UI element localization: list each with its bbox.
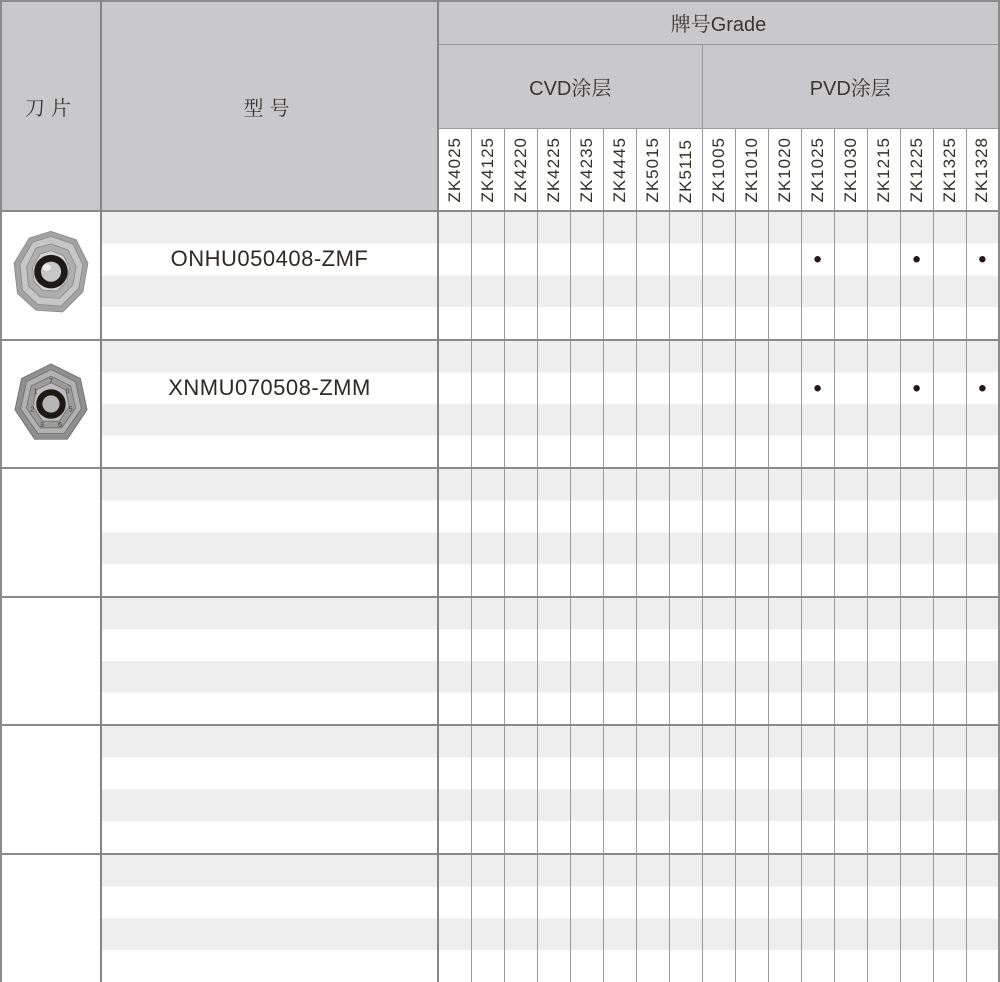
grade-cell [603, 854, 636, 982]
insert-image-cell [1, 468, 101, 597]
grade-column-header: ZK1328 [966, 128, 999, 211]
grade-cell [471, 211, 504, 340]
grade-cell [603, 725, 636, 854]
grade-cell [570, 725, 603, 854]
grade-cell [702, 211, 735, 340]
grade-cell [636, 725, 669, 854]
grade-cell [504, 211, 537, 340]
grade-cell [603, 211, 636, 340]
grade-cell [603, 468, 636, 597]
grade-mark: ● [977, 379, 987, 397]
svg-text:5: 5 [68, 404, 73, 414]
grade-cell [702, 854, 735, 982]
model-cell [101, 854, 438, 982]
grade-cell [768, 725, 801, 854]
grade-cell [834, 211, 867, 340]
grade-cell [801, 468, 834, 597]
grade-cell [801, 854, 834, 982]
grade-cell [768, 854, 801, 982]
cvd-coating-header: CVD涂层 [438, 44, 702, 128]
grade-cell [768, 211, 801, 340]
grade-cell [735, 854, 768, 982]
grade-cell [702, 340, 735, 469]
grade-cell [966, 468, 999, 597]
grade-cell [933, 854, 966, 982]
model-column-header: 型号 [101, 1, 438, 211]
heptagonal-insert-image [10, 358, 92, 450]
insert-image-cell [1, 340, 101, 469]
grade-mark: ● [977, 250, 987, 268]
insert-image-cell [1, 211, 101, 340]
grade-cell [768, 340, 801, 469]
grade-cell [735, 211, 768, 340]
grade-cell [504, 725, 537, 854]
insert-image-cell [1, 725, 101, 854]
grade-column-header: ZK4445 [603, 128, 636, 211]
grade-cell [537, 340, 570, 469]
grade-column-header: ZK1010 [735, 128, 768, 211]
grade-mark: ● [911, 379, 922, 397]
grade-cell [801, 597, 834, 726]
grade-cell [669, 468, 702, 597]
grade-column-header: ZK1030 [834, 128, 867, 211]
grade-cell [702, 725, 735, 854]
grade-cell [966, 854, 999, 982]
grade-mark: ● [911, 250, 922, 268]
grade-cell [603, 340, 636, 469]
grade-cell [768, 597, 801, 726]
grade-header: 牌号Grade [438, 1, 999, 44]
grade-cell [636, 597, 669, 726]
grade-cell [471, 854, 504, 982]
grade-cell [471, 340, 504, 469]
grade-cell [669, 597, 702, 726]
model-text: ONHU050408-ZMF [170, 246, 369, 272]
grade-cell [900, 597, 933, 726]
grade-cell [867, 597, 900, 726]
grade-cell [603, 597, 636, 726]
model-cell [101, 211, 438, 340]
grade-cell [669, 854, 702, 982]
grade-cell [471, 468, 504, 597]
grade-cell [900, 468, 933, 597]
model-cell [101, 340, 438, 469]
grade-cell [570, 211, 603, 340]
table-row [1, 468, 999, 597]
grade-column-header: ZK5115 [669, 128, 702, 211]
grade-cell [438, 340, 471, 469]
grade-cell [933, 597, 966, 726]
grade-cell [933, 468, 966, 597]
grade-cell [570, 340, 603, 469]
grade-column-header: ZK4225 [537, 128, 570, 211]
grade-column-header: ZK4125 [471, 128, 504, 211]
grade-cell [504, 340, 537, 469]
header-row-grade [1, 1, 999, 44]
insert-image-cell [1, 597, 101, 726]
grade-cell [933, 725, 966, 854]
model-cell [101, 468, 438, 597]
grade-cell [900, 854, 933, 982]
grade-cell [537, 597, 570, 726]
grade-cell [669, 340, 702, 469]
grade-cell [570, 597, 603, 726]
grade-cell [801, 340, 834, 469]
svg-text:2: 2 [30, 404, 35, 414]
grade-mark: ● [812, 379, 823, 397]
insert-image-cell [1, 854, 101, 982]
grade-cell [834, 340, 867, 469]
grade-cell [867, 468, 900, 597]
grade-cell [570, 854, 603, 982]
grade-cell [966, 211, 999, 340]
grade-cell [636, 854, 669, 982]
grade-column-header: ZK1225 [900, 128, 933, 211]
grade-cell [735, 340, 768, 469]
grade-cell [537, 854, 570, 982]
svg-text:7: 7 [48, 376, 54, 386]
grade-cell [702, 597, 735, 726]
grade-cell [669, 211, 702, 340]
grade-cell [702, 468, 735, 597]
grade-cell [537, 211, 570, 340]
grade-cell [438, 854, 471, 982]
grade-cell [735, 725, 768, 854]
grade-cell [537, 468, 570, 597]
grade-cell [900, 725, 933, 854]
grade-cell [438, 725, 471, 854]
table-row [1, 854, 999, 982]
grade-cell [966, 340, 999, 469]
grade-cell [900, 211, 933, 340]
grade-cell [801, 211, 834, 340]
grade-cell [867, 854, 900, 982]
pvd-coating-header: PVD涂层 [702, 44, 999, 128]
octagonal-insert-image [9, 228, 93, 322]
grade-cell [669, 725, 702, 854]
table-row [1, 725, 999, 854]
table-row [1, 211, 999, 340]
grade-cell [900, 340, 933, 469]
grade-cell [966, 597, 999, 726]
grade-cell [735, 468, 768, 597]
grade-column-header: ZK1005 [702, 128, 735, 211]
grade-cell [570, 468, 603, 597]
grade-cell [537, 725, 570, 854]
svg-text:0: 0 [65, 386, 70, 396]
grade-column-header: ZK4025 [438, 128, 471, 211]
grade-column-header: ZK1325 [933, 128, 966, 211]
grade-column-header: ZK1215 [867, 128, 900, 211]
grade-cell [636, 340, 669, 469]
grade-cell [504, 854, 537, 982]
grade-cell [438, 597, 471, 726]
svg-text:1: 1 [33, 386, 38, 396]
grade-cell [933, 340, 966, 469]
grade-cell [933, 211, 966, 340]
grade-cell [735, 597, 768, 726]
grade-cell [867, 211, 900, 340]
grade-cell [834, 854, 867, 982]
grade-column-header: ZK4220 [504, 128, 537, 211]
grade-cell [834, 597, 867, 726]
model-cell [101, 597, 438, 726]
grade-cell [801, 725, 834, 854]
grade-cell [636, 211, 669, 340]
grade-cell [867, 725, 900, 854]
grade-cell [471, 597, 504, 726]
grade-cell [768, 468, 801, 597]
grade-cell [834, 468, 867, 597]
grade-column-header: ZK4235 [570, 128, 603, 211]
grade-column-header: ZK5015 [636, 128, 669, 211]
grade-cell [966, 725, 999, 854]
model-text: XNMU070508-ZMM [168, 375, 371, 401]
grade-cell [867, 340, 900, 469]
model-cell [101, 725, 438, 854]
svg-text:3: 3 [39, 419, 45, 429]
grade-cell [636, 468, 669, 597]
grade-cell [438, 468, 471, 597]
table-row [1, 340, 999, 469]
table-row [1, 597, 999, 726]
svg-text:6: 6 [57, 419, 63, 429]
grade-cell [834, 725, 867, 854]
grade-mark: ● [812, 250, 823, 268]
grade-column-header: ZK1025 [801, 128, 834, 211]
blade-column-header: 刀片 [1, 1, 101, 211]
grade-cell [438, 211, 471, 340]
grade-column-header: ZK1020 [768, 128, 801, 211]
grade-cell [471, 725, 504, 854]
grade-cell [504, 597, 537, 726]
grade-cell [504, 468, 537, 597]
